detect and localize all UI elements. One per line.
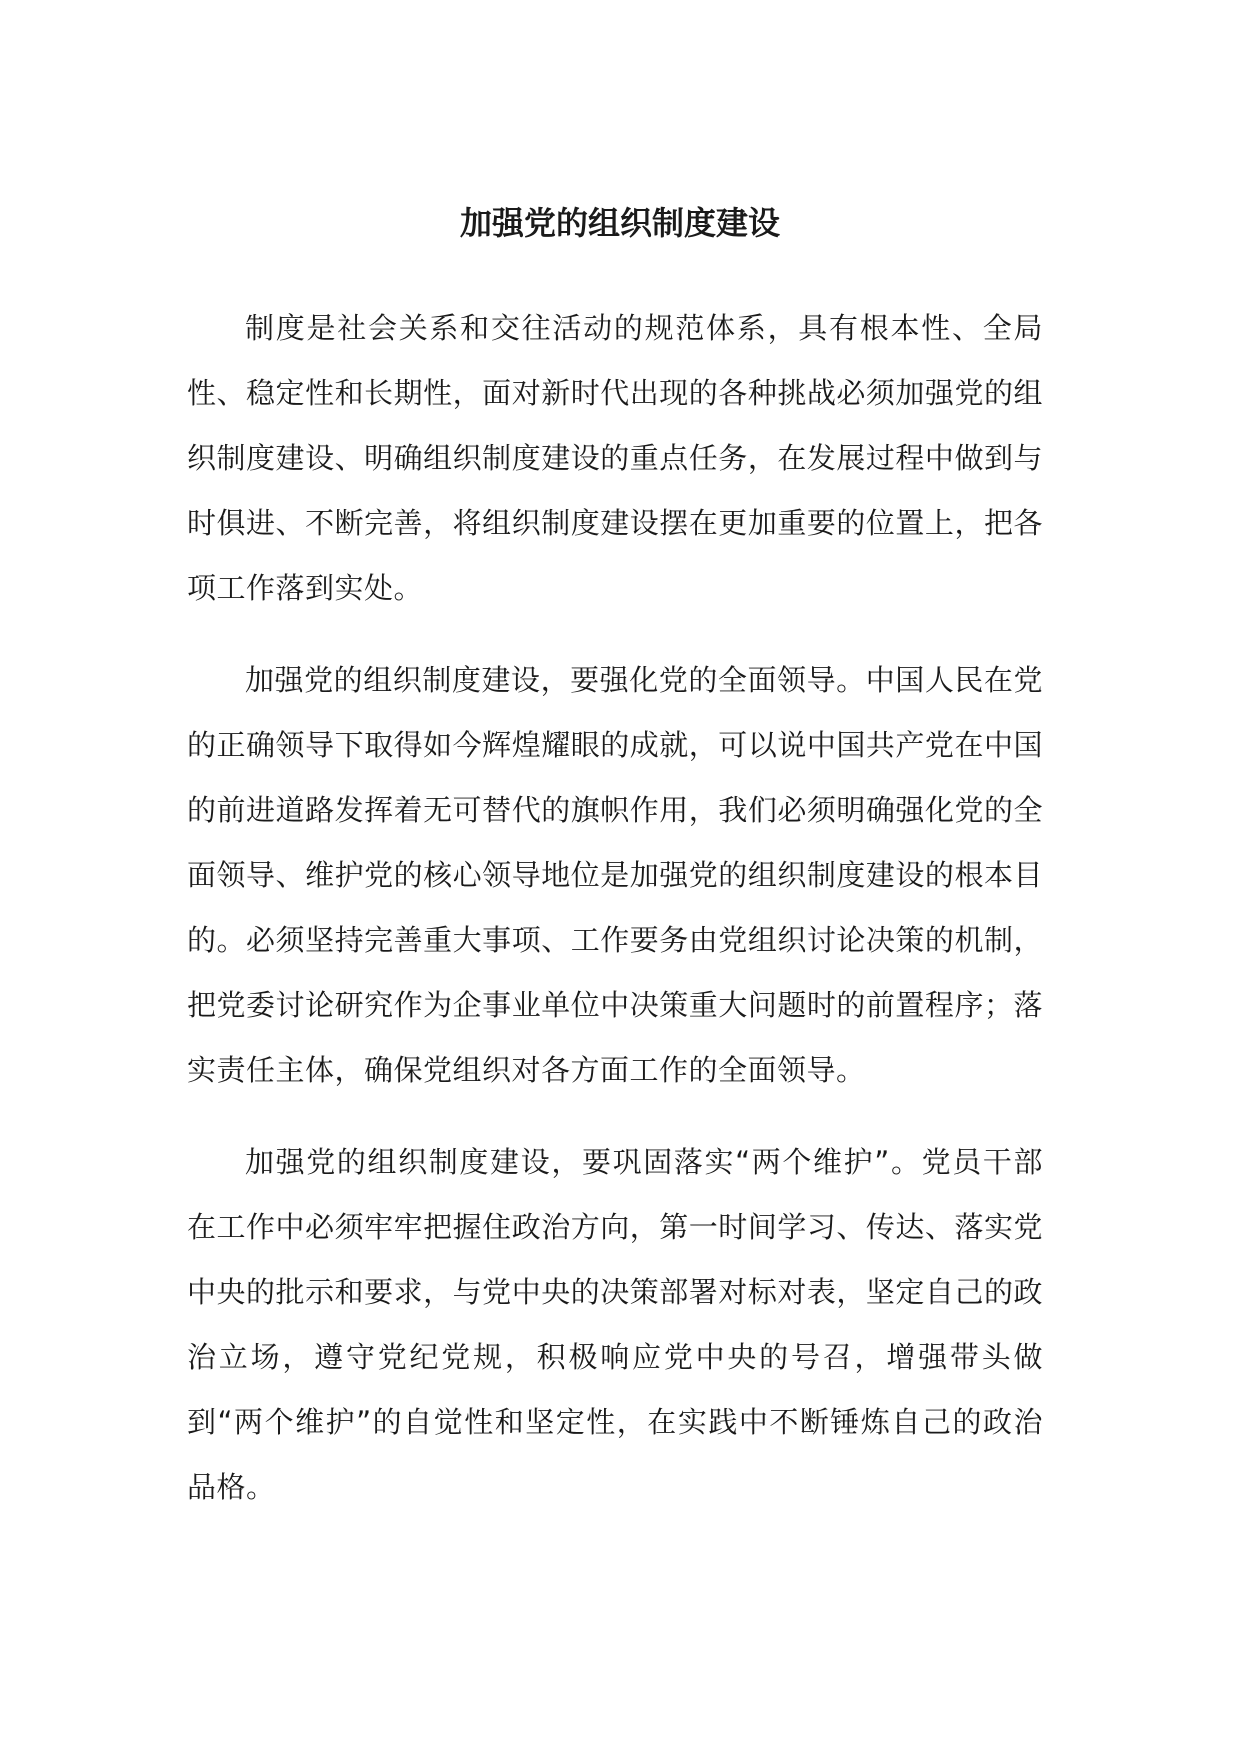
paragraph-1: 制度是社会关系和交往活动的规范体系，具有根本性、全局性、稳定性和长期性，面对新时代出现的各种挑战必须加强党的组织制度建设、明确组织制度建设的重点任务，在发展过程中做到与时俱进、不断完善，将组织制度建设摆在更加重要的位置上，把各项工作落到实处。	[187, 311, 1043, 605]
paragraph-3: 加强党的组织制度建设，要巩固落实“两个维护”。党员干部在工作中必须牢牢把握住政治方向，第一时间学习、传达、落实党中央的批示和要求，与党中央的决策部署对标对表，坚定自己的政治立场，遵守党纪党规，积极响应党中央的号召，增强带头做到“两个维护”的自觉性和坚定性，在实践中不断锤炼自己的政治品格。	[187, 1145, 1043, 1504]
document-title: 加强党的组织制度建设	[459, 204, 780, 242]
document-body	[187, 296, 1043, 1547]
paragraph-2: 加强党的组织制度建设，要强化党的全面领导。中国人民在党的正确领导下取得如今辉煌耀眼的成就，可以说中国共产党在中国的前进道路发挥着无可替代的旗帜作用，我们必须明确强化党的全面领导、维护党的核心领导地位是加强党的组织制度建设的根本目的。必须坚持完善重大事项、工作要务由党组织讨论决策的机制，把党委讨论研究作为企事业单位中决策重大问题时的前置程序；落实责任主体，确保党组织对各方面工作的全面领导。	[187, 663, 1043, 1087]
